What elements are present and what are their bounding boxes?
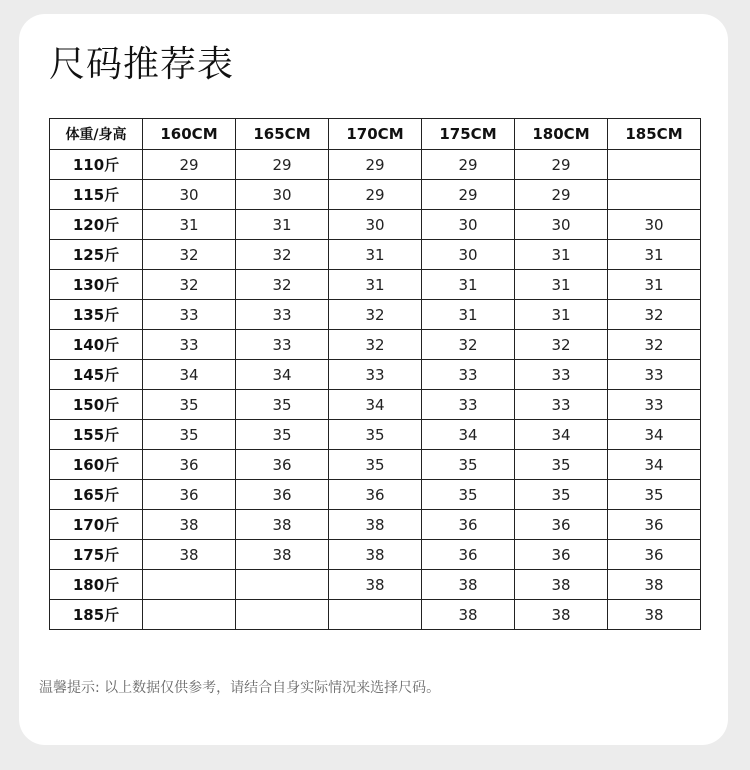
- size-cell: 36: [608, 510, 701, 540]
- table-row: [50, 570, 701, 600]
- size-cell: 38: [143, 540, 236, 570]
- size-cell: 34: [236, 360, 329, 390]
- size-cell: 35: [329, 450, 422, 480]
- size-cell: 36: [236, 480, 329, 510]
- column-header: 165CM: [236, 119, 329, 150]
- size-cell: 35: [515, 450, 608, 480]
- tip-note: 温馨提示: 以上数据仅供参考，请结合自身实际情况来选择尺码。: [39, 680, 441, 696]
- size-cell: 32: [422, 330, 515, 360]
- size-cell: 38: [608, 570, 701, 600]
- table-row: [50, 330, 701, 360]
- size-cell: 31: [608, 240, 701, 270]
- table-row: [50, 540, 701, 570]
- row-header-weight: 175斤: [50, 540, 143, 570]
- corner-header: 体重/身高: [50, 119, 143, 150]
- table-row: [50, 420, 701, 450]
- size-cell: 33: [143, 300, 236, 330]
- row-header-weight: 130斤: [50, 270, 143, 300]
- column-header: 180CM: [515, 119, 608, 150]
- size-cell: 34: [515, 420, 608, 450]
- size-cell: 35: [236, 390, 329, 420]
- size-cell: 31: [515, 300, 608, 330]
- size-cell: 29: [143, 150, 236, 180]
- size-cell: 30: [143, 180, 236, 210]
- size-cell: 32: [143, 270, 236, 300]
- size-cell: 33: [422, 390, 515, 420]
- size-cell: 31: [422, 300, 515, 330]
- table-row: [50, 270, 701, 300]
- row-header-weight: 115斤: [50, 180, 143, 210]
- size-cell: 38: [329, 570, 422, 600]
- size-cell: 38: [608, 600, 701, 630]
- size-cell: 34: [329, 390, 422, 420]
- size-cell: 31: [515, 270, 608, 300]
- table-row: [50, 360, 701, 390]
- size-cell: 36: [143, 480, 236, 510]
- row-header-weight: 135斤: [50, 300, 143, 330]
- size-cell: 36: [608, 540, 701, 570]
- row-header-weight: 185斤: [50, 600, 143, 630]
- column-header: 160CM: [143, 119, 236, 150]
- size-cell: 30: [515, 210, 608, 240]
- size-cell: 35: [143, 420, 236, 450]
- row-header-weight: 140斤: [50, 330, 143, 360]
- column-header: 185CM: [608, 119, 701, 150]
- row-header-weight: 125斤: [50, 240, 143, 270]
- size-cell: 31: [236, 210, 329, 240]
- size-cell: [329, 600, 422, 630]
- size-cell: [236, 570, 329, 600]
- row-header-weight: 165斤: [50, 480, 143, 510]
- size-cell: 32: [236, 240, 329, 270]
- row-header-weight: 160斤: [50, 450, 143, 480]
- size-cell: 38: [236, 510, 329, 540]
- size-cell: 32: [515, 330, 608, 360]
- table-row: [50, 450, 701, 480]
- size-cell: 36: [515, 510, 608, 540]
- size-cell: 33: [515, 390, 608, 420]
- size-cell: 31: [608, 270, 701, 300]
- size-cell: 31: [515, 240, 608, 270]
- table-body: [50, 150, 701, 630]
- page-title: 尺码推荐表: [49, 44, 235, 85]
- size-cell: 29: [422, 180, 515, 210]
- size-cell: 29: [515, 150, 608, 180]
- table-header-row: [50, 119, 701, 150]
- size-cell: 35: [143, 390, 236, 420]
- size-cell: 34: [143, 360, 236, 390]
- table-row: [50, 240, 701, 270]
- size-cell: 35: [422, 480, 515, 510]
- size-cell: 30: [608, 210, 701, 240]
- size-cell: [143, 600, 236, 630]
- table-row: [50, 300, 701, 330]
- size-cell: [608, 150, 701, 180]
- row-header-weight: 170斤: [50, 510, 143, 540]
- table-row: [50, 600, 701, 630]
- size-cell: [236, 600, 329, 630]
- size-cell: 31: [143, 210, 236, 240]
- size-cell: 38: [143, 510, 236, 540]
- size-cell: 38: [422, 600, 515, 630]
- size-cell: 35: [608, 480, 701, 510]
- size-cell: 34: [608, 420, 701, 450]
- size-cell: 29: [329, 180, 422, 210]
- table-row: [50, 180, 701, 210]
- size-cell: 33: [608, 390, 701, 420]
- size-cell: 38: [329, 540, 422, 570]
- table-row: [50, 390, 701, 420]
- size-cell: 29: [515, 180, 608, 210]
- size-cell: 34: [422, 420, 515, 450]
- size-cell: 36: [422, 510, 515, 540]
- size-cell: 33: [515, 360, 608, 390]
- row-header-weight: 110斤: [50, 150, 143, 180]
- size-cell: 35: [236, 420, 329, 450]
- size-cell: 32: [236, 270, 329, 300]
- size-cell: 36: [236, 450, 329, 480]
- size-cell: 29: [236, 150, 329, 180]
- size-cell: 36: [329, 480, 422, 510]
- table-row: [50, 150, 701, 180]
- column-header: 170CM: [329, 119, 422, 150]
- size-cell: 35: [422, 450, 515, 480]
- size-cell: 29: [329, 150, 422, 180]
- size-cell: 34: [608, 450, 701, 480]
- size-cell: 33: [422, 360, 515, 390]
- table-row: [50, 480, 701, 510]
- size-cell: 38: [515, 600, 608, 630]
- size-cell: 32: [143, 240, 236, 270]
- size-cell: 33: [236, 330, 329, 360]
- size-cell: 31: [329, 240, 422, 270]
- row-header-weight: 150斤: [50, 390, 143, 420]
- size-cell: 32: [329, 330, 422, 360]
- size-cell: 30: [236, 180, 329, 210]
- size-cell: 35: [515, 480, 608, 510]
- size-cell: 38: [236, 540, 329, 570]
- size-cell: 31: [422, 270, 515, 300]
- table-row: [50, 210, 701, 240]
- size-table: [49, 118, 701, 630]
- size-cell: 30: [422, 210, 515, 240]
- size-chart-card: [19, 14, 728, 745]
- size-cell: 38: [329, 510, 422, 540]
- size-cell: 33: [236, 300, 329, 330]
- size-cell: 32: [608, 330, 701, 360]
- size-cell: 38: [422, 570, 515, 600]
- size-cell: 29: [422, 150, 515, 180]
- size-cell: 36: [515, 540, 608, 570]
- size-cell: 30: [329, 210, 422, 240]
- size-cell: [143, 570, 236, 600]
- row-header-weight: 145斤: [50, 360, 143, 390]
- size-cell: 36: [422, 540, 515, 570]
- row-header-weight: 120斤: [50, 210, 143, 240]
- size-cell: 38: [515, 570, 608, 600]
- row-header-weight: 180斤: [50, 570, 143, 600]
- size-cell: 33: [329, 360, 422, 390]
- table-row: [50, 510, 701, 540]
- size-cell: 32: [329, 300, 422, 330]
- size-cell: 35: [329, 420, 422, 450]
- size-cell: 32: [608, 300, 701, 330]
- column-header: 175CM: [422, 119, 515, 150]
- size-cell: [608, 180, 701, 210]
- size-cell: 33: [143, 330, 236, 360]
- size-cell: 33: [608, 360, 701, 390]
- size-cell: 36: [143, 450, 236, 480]
- row-header-weight: 155斤: [50, 420, 143, 450]
- size-cell: 31: [329, 270, 422, 300]
- size-cell: 30: [422, 240, 515, 270]
